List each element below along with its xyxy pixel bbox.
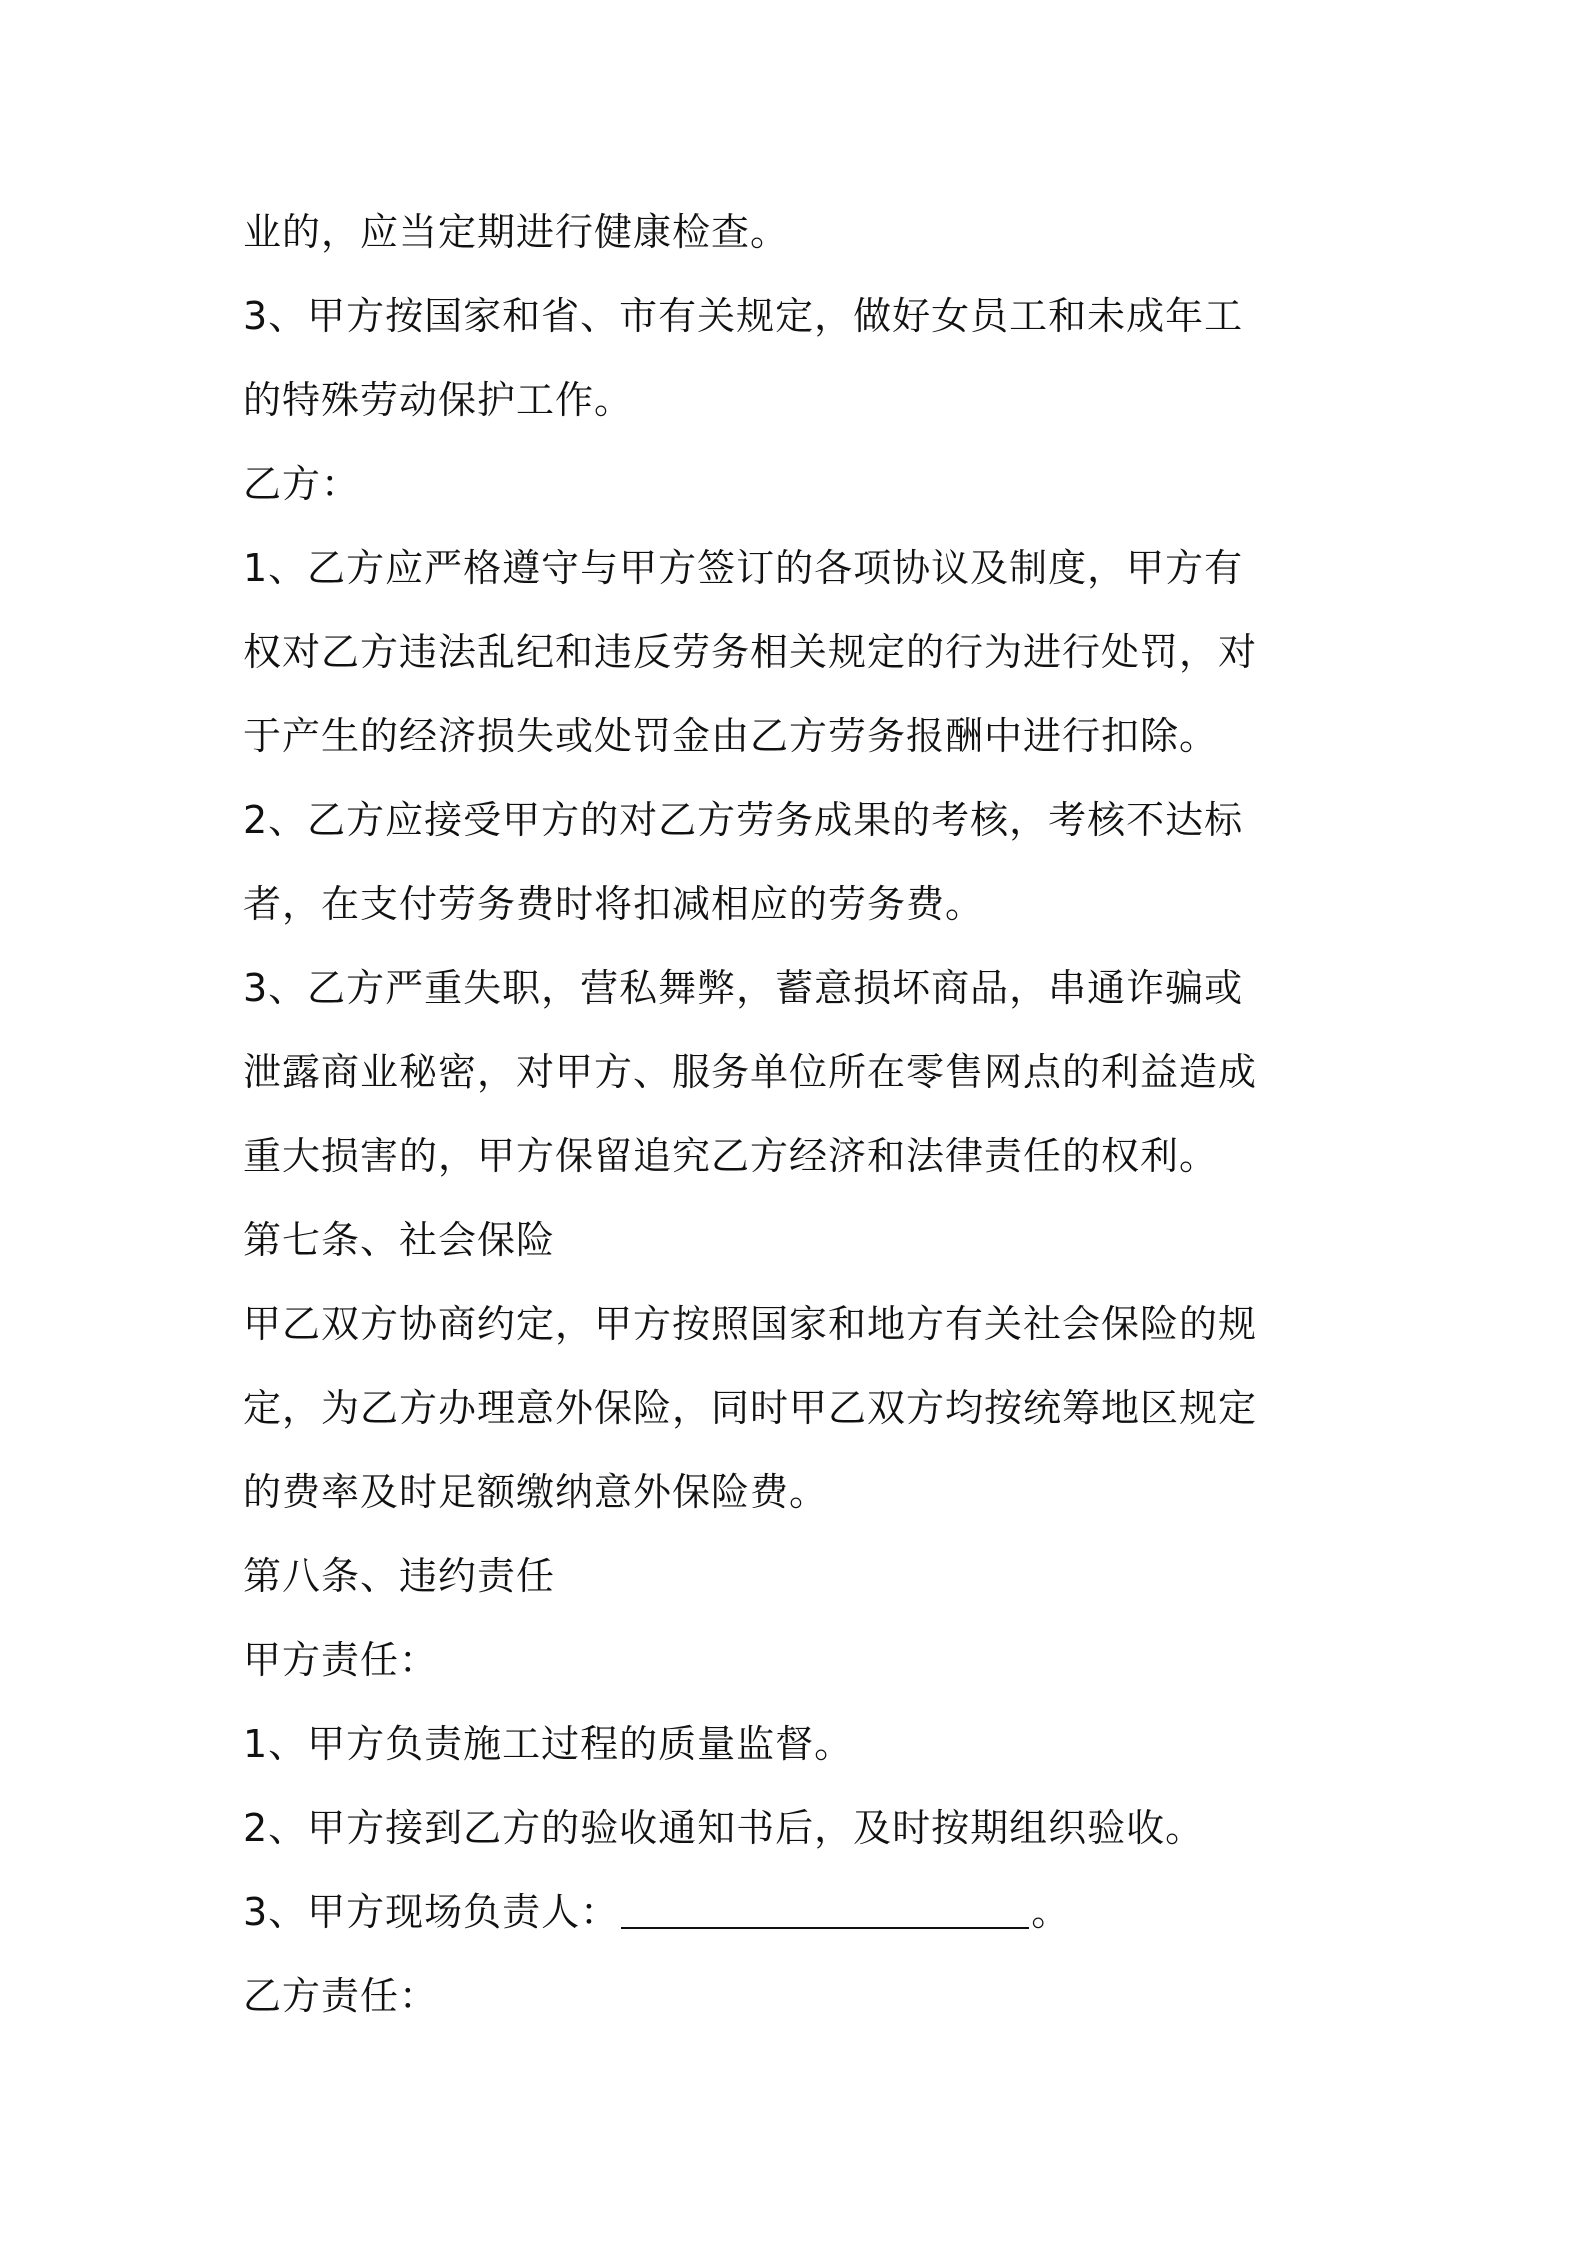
section-heading: 第八条、违约责任 [243, 1554, 556, 1598]
site-manager-blank-field[interactable] [621, 1893, 1029, 1929]
text-line: 1、甲方负责施工过程的质量监督。 [243, 1722, 854, 1766]
text-line: 者，在支付劳务费时将扣减相应的劳务费。 [243, 882, 985, 926]
text-line: 3、甲方按国家和省、市有关规定，做好女员工和未成年工 [243, 294, 1244, 338]
text-line: 泄露商业秘密，对甲方、服务单位所在零售网点的利益造成 [243, 1050, 1258, 1094]
site-manager-suffix: 。 [1031, 1890, 1071, 1934]
text-line: 甲乙双方协商约定，甲方按照国家和地方有关社会保险的规 [243, 1302, 1258, 1346]
text-line: 甲方责任： [243, 1638, 439, 1682]
text-line: 定，为乙方办理意外保险，同时甲乙双方均按统筹地区规定 [243, 1386, 1258, 1430]
text-line: 3、乙方严重失职，营私舞弊，蓄意损坏商品，串通诈骗或 [243, 966, 1244, 1010]
document-body [243, 190, 1363, 2038]
text-line: 乙方责任： [243, 1974, 439, 2018]
text-line: 1、乙方应严格遵守与甲方签订的各项协议及制度，甲方有 [243, 546, 1244, 590]
text-line: 2、乙方应接受甲方的对乙方劳务成果的考核，考核不达标 [243, 798, 1244, 842]
text-line: 业的，应当定期进行健康检查。 [243, 210, 790, 254]
text-line: 2、甲方接到乙方的验收通知书后，及时按期组织验收。 [243, 1806, 1205, 1850]
text-line: 权对乙方违法乱纪和违反劳务相关规定的行为进行处罚，对 [243, 630, 1258, 674]
text-line: 乙方： [243, 462, 361, 506]
site-manager-label: 3、甲方现场负责人： [243, 1890, 620, 1934]
text-line: 重大损害的，甲方保留追究乙方经济和法律责任的权利。 [243, 1134, 1219, 1178]
section-heading: 第七条、社会保险 [243, 1218, 556, 1262]
text-line: 的费率及时足额缴纳意外保险费。 [243, 1470, 829, 1514]
text-line: 的特殊劳动保护工作。 [243, 378, 634, 422]
site-manager-line [243, 1870, 1363, 1954]
text-line: 于产生的经济损失或处罚金由乙方劳务报酬中进行扣除。 [243, 714, 1219, 758]
